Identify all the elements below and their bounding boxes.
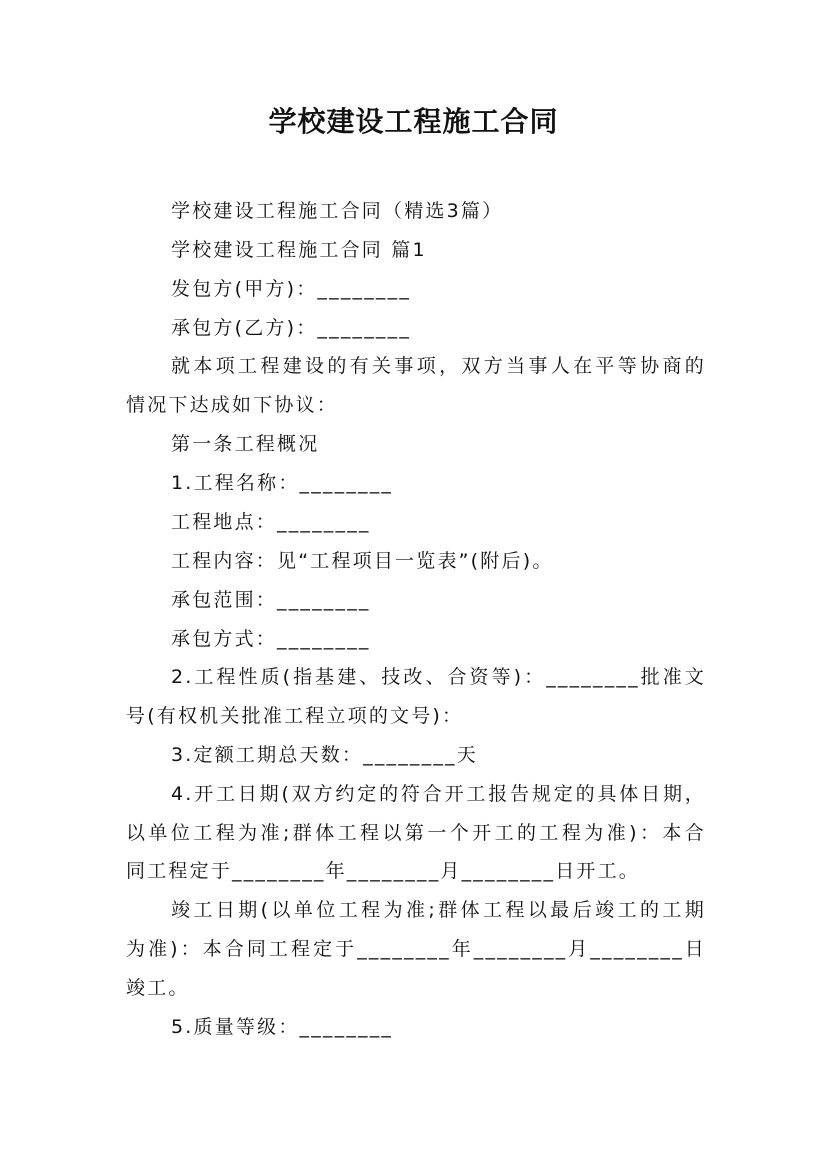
paragraph-line: 承包方(乙方)：________: [171, 317, 412, 339]
paragraph-line: 4.开工日期(双方约定的符合开工报告规定的具体日期，: [171, 783, 706, 805]
paragraph-line: 学校建设工程施工合同 篇1: [171, 239, 427, 261]
paragraph-line: 情况下达成如下协议：: [126, 394, 339, 416]
paragraph-line: 3.定额工期总天数：________天: [171, 744, 478, 766]
paragraph-line: 发包方(甲方)：________: [171, 278, 412, 300]
paragraph-line: 工程地点：________: [171, 511, 371, 533]
document-title: 学校建设工程施工合同: [268, 105, 559, 138]
paragraph-line: 5.质量等级：________: [171, 1016, 394, 1038]
paragraph-line: 第一条工程概况: [171, 433, 320, 455]
paragraph-line: 号(有权机关批准工程立项的文号)：: [126, 705, 464, 727]
paragraph-line: 1.工程名称：________: [171, 472, 394, 494]
paragraph-line: 承包范围：________: [171, 589, 371, 611]
paragraph-line: 为准)：本合同工程定于________年________月________日: [126, 938, 706, 960]
paragraph-line: 工程内容：见“工程项目一览表”(附后)。: [171, 550, 554, 572]
paragraph-line: 2.工程性质(指基建、技改、合资等)：________批准文: [171, 666, 706, 688]
paragraph-line: 竣工。: [126, 977, 190, 999]
paragraph-line: 竣工日期(以单位工程为准;群体工程以最后竣工的工期: [171, 899, 706, 921]
paragraph-line: 同工程定于________年________月________日开工。: [126, 860, 641, 882]
paragraph-line: 就本项工程建设的有关事项，双方当事人在平等协商的: [171, 355, 706, 377]
paragraph-line: 学校建设工程施工合同（精选3篇）: [171, 200, 504, 222]
paragraph-line: 承包方式：________: [171, 628, 371, 650]
paragraph-line: 以单位工程为准;群体工程以第一个开工的工程为准)：本合: [126, 822, 706, 844]
